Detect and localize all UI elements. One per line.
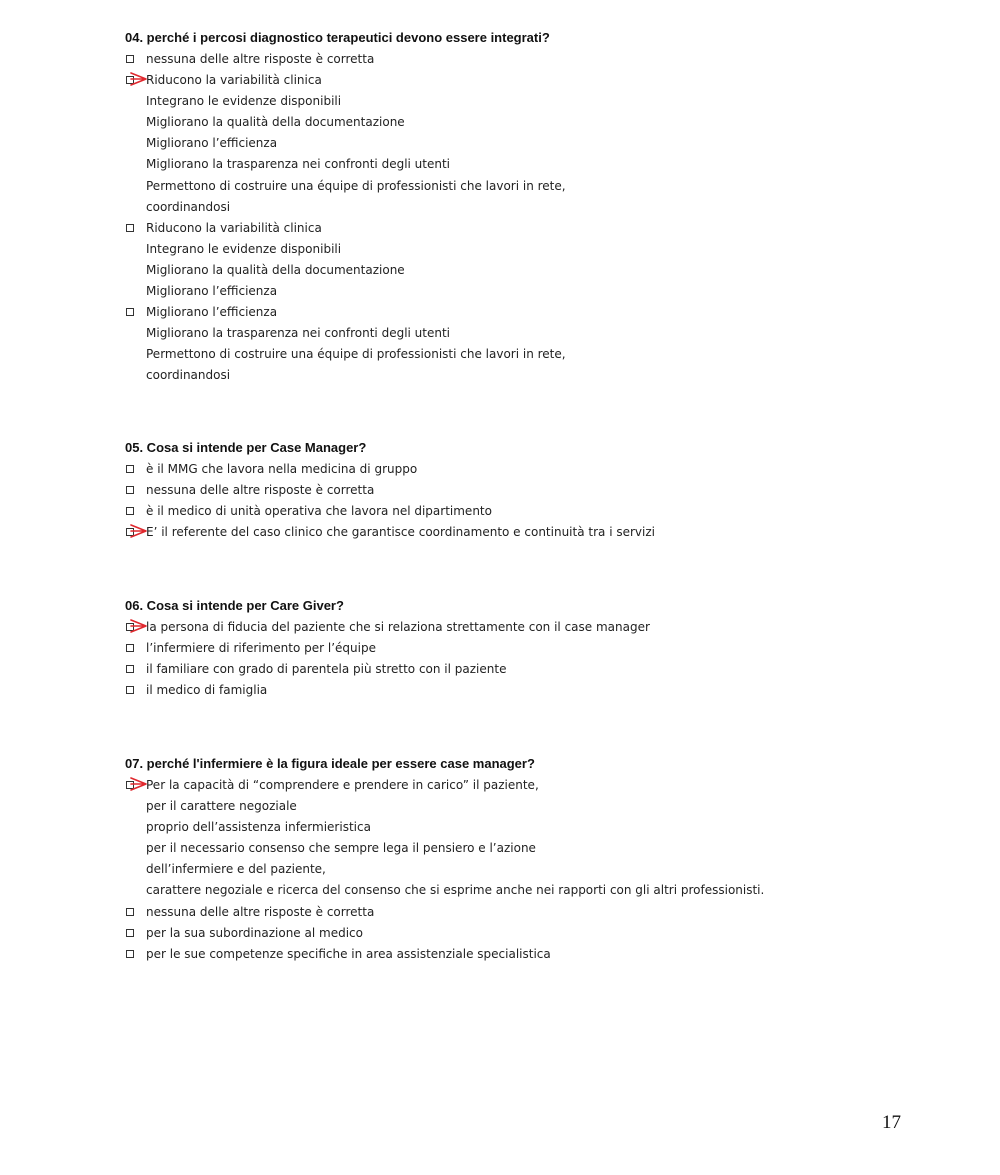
answer-text: la persona di fiducia del paziente che si relaziona strettamente con il case manager <box>146 620 650 634</box>
answer-list <box>125 460 885 544</box>
answer-text: Integrano le evidenze disponibili <box>146 241 342 256</box>
answer-text: dell’infermiere e del paziente, <box>146 862 326 877</box>
answer-option[interactable] <box>125 660 885 681</box>
checkbox-icon[interactable] <box>126 950 134 958</box>
answer-text: nessuna delle altre risposte è corretta <box>146 52 375 66</box>
checkbox-icon[interactable] <box>126 665 134 673</box>
answer-continuation <box>125 113 885 134</box>
answer-continuation <box>125 818 885 839</box>
answer-option[interactable] <box>125 71 885 92</box>
answer-option[interactable] <box>125 460 885 481</box>
answer-option[interactable] <box>125 481 885 502</box>
answer-list <box>125 776 885 966</box>
answer-text: Migliorano l’efficienza <box>146 305 278 320</box>
answer-continuation <box>125 92 885 113</box>
checkbox-icon[interactable] <box>126 908 134 916</box>
answer-text: è il MMG che lavora nella medicina di gruppo <box>146 462 418 476</box>
answer-text: coordinandosi <box>146 368 231 383</box>
answer-text: Permettono di costruire una équipe di professionisti che lavori in rete, <box>146 178 566 193</box>
answer-continuation <box>125 797 885 818</box>
checkbox-icon[interactable] <box>126 55 134 63</box>
answer-continuation <box>125 860 885 881</box>
answer-option[interactable] <box>125 618 885 639</box>
checkbox-icon[interactable] <box>126 686 134 694</box>
answer-text: Migliorano la qualità della documentazione <box>146 262 405 277</box>
answer-continuation <box>125 261 885 282</box>
answer-text: E’ il referente del caso clinico che garantisce coordinamento e continuità tra i servizi <box>146 525 655 540</box>
answer-text: l’infermiere di riferimento per l’équipe <box>146 641 376 656</box>
answer-option[interactable] <box>125 303 885 324</box>
answer-text: Permettono di costruire una équipe di professionisti che lavori in rete, <box>146 347 566 362</box>
answer-option[interactable] <box>125 776 885 797</box>
question-title: 06. Cosa si intende per Care Giver? <box>125 598 344 613</box>
answer-option[interactable] <box>125 903 885 924</box>
question-06 <box>125 597 885 702</box>
answer-text: nessuna delle altre risposte è corretta <box>146 483 375 498</box>
checkbox-icon[interactable] <box>126 929 134 937</box>
answer-text: Migliorano la trasparenza nei confronti degli utenti <box>146 326 451 341</box>
answer-continuation <box>125 324 885 345</box>
question-04 <box>125 29 885 388</box>
checkbox-icon[interactable] <box>126 308 134 316</box>
answer-continuation <box>125 177 885 198</box>
answer-text: nessuna delle altre risposte è corretta <box>146 904 375 919</box>
answer-text: per il necessario consenso che sempre lega il pensiero e l’azione <box>146 841 536 856</box>
answer-continuation <box>125 345 885 366</box>
answer-continuation <box>125 240 885 261</box>
question-07 <box>125 755 885 966</box>
answer-option[interactable] <box>125 681 885 702</box>
answer-option[interactable] <box>125 50 885 71</box>
answer-text: per la sua subordinazione al medico <box>146 925 363 940</box>
answer-text: Integrano le evidenze disponibili <box>146 94 342 109</box>
answer-text: è il medico di unità operativa che lavora nel dipartimento <box>146 504 492 519</box>
checkbox-icon[interactable] <box>126 644 134 652</box>
answer-text: Riducono la variabilità clinica <box>146 73 322 88</box>
checkbox-icon[interactable] <box>126 486 134 494</box>
answer-list <box>125 618 885 702</box>
answer-text: coordinandosi <box>146 199 231 214</box>
answer-text: Migliorano la trasparenza nei confronti degli utenti <box>146 157 451 172</box>
checkbox-icon[interactable] <box>126 224 134 232</box>
answer-option[interactable] <box>125 924 885 945</box>
question-title: 04. perché i percosi diagnostico terapeutici devono essere integrati? <box>125 30 550 45</box>
answer-option[interactable] <box>125 502 885 523</box>
answer-text: il medico di famiglia <box>146 683 268 698</box>
answer-text: per le sue competenze specifiche in area assistenziale specialistica <box>146 946 551 961</box>
answer-text: Per la capacità di “comprendere e prendere in carico” il paziente, <box>146 778 539 792</box>
answer-text: Migliorano l’efficienza <box>146 136 278 151</box>
answer-continuation <box>125 198 885 219</box>
answer-text: Migliorano l’efficienza <box>146 284 278 299</box>
page-number: 17 <box>882 1112 901 1133</box>
answer-text: Riducono la variabilità clinica <box>146 220 322 235</box>
answer-continuation <box>125 155 885 176</box>
checkbox-icon[interactable] <box>126 465 134 473</box>
answer-continuation <box>125 134 885 155</box>
checkbox-icon[interactable] <box>126 507 134 515</box>
question-title: 05. Cosa si intende per Case Manager? <box>125 440 367 455</box>
answer-option[interactable] <box>125 219 885 240</box>
answer-option[interactable] <box>125 945 885 966</box>
answer-text: per il carattere negoziale <box>146 799 297 814</box>
answer-continuation <box>125 366 885 387</box>
answer-continuation <box>125 881 885 902</box>
answer-option[interactable] <box>125 639 885 660</box>
answer-text: Migliorano la qualità della documentazione <box>146 115 405 130</box>
question-05 <box>125 439 885 544</box>
answer-continuation <box>125 282 885 303</box>
answer-text: proprio dell’assistenza infermieristica <box>146 820 371 835</box>
answer-text: carattere negoziale e ricerca del consenso che si esprime anche nei rapporti con gli altri professionisti. <box>146 883 765 898</box>
answer-text: il familiare con grado di parentela più stretto con il paziente <box>146 662 507 677</box>
answer-list <box>125 50 885 388</box>
question-title: 07. perché l'infermiere è la figura ideale per essere case manager? <box>125 756 535 771</box>
answer-continuation <box>125 839 885 860</box>
answer-option[interactable] <box>125 523 885 544</box>
